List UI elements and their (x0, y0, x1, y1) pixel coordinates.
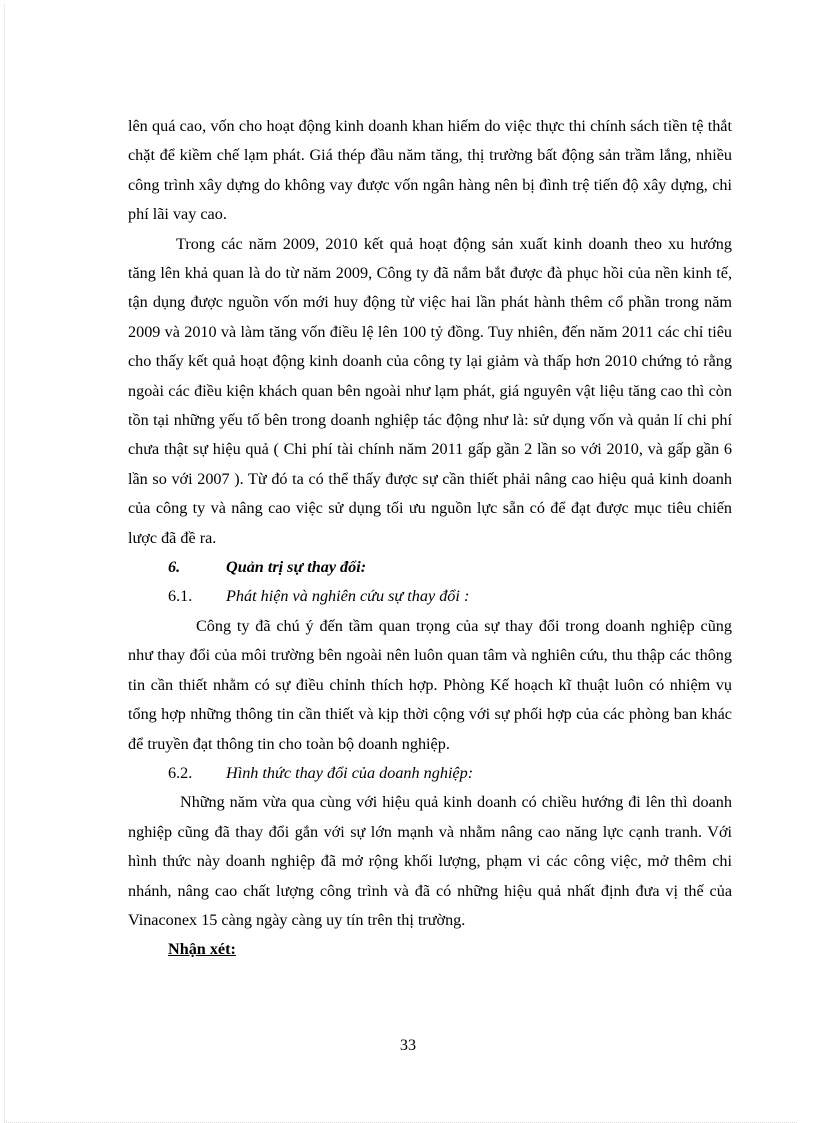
section-title: Quản trị sự thay đổi: (226, 558, 367, 577)
paragraph-economic-conditions: lên quá cao, vốn cho hoạt động kinh doanh khan hiếm do việc thực thi chính sách tiền tệ thắt chặt để kiềm chế lạm phát. Giá thép đầu năm tăng, thị trường bất động sản trầm lắng, nhiều công trình xây dựng do không vay được vốn ngân hàng nên bị đình trệ tiến độ xây dựng, chi phí lãi vay cao. (128, 117, 732, 224)
paragraph-business-results: Trong các năm 2009, 2010 kết quả hoạt động sản xuất kinh doanh theo xu hướng tăng lên khả quan là do từ năm 2009, Công ty đã nắm bắt được đà phục hồi của nền kinh tế, tận dụng được nguồn vốn mới huy động từ việc hai lần phát hành thêm cổ phần trong năm 2009 và 2010 và làm tăng vốn điều lệ lên 100 tỷ đồng. Tuy nhiên, đến năm 2011 các chỉ tiêu cho thấy kết quả hoạt động kinh doanh của công ty lại giảm và thấp hơn 2010 chứng tỏ rằng ngoài các điều kiện khách quan bên ngoài như lạm phát, giá nguyên vật liệu tăng cao thì còn tồn tại những yếu tố bên trong doanh nghiệp tác động như là: sử dụng vốn và quản lí chi phí chưa thật sự hiệu quả ( Chi phí tài chính năm 2011 gấp gần 2 lần so với 2010, và gấp gần 6 lần so với 2007 ). Từ đó ta có thể thấy được sự cần thiết phải nâng cao hiệu quả kinh doanh của công ty và nâng cao việc sử dụng tối ưu nguồn lực sẵn có để đạt được mục tiêu chiến lược đã đề ra. (128, 234, 732, 547)
subsection-heading-6-2 (128, 759, 732, 788)
page-number: 33 (399, 1036, 417, 1054)
subsection-title: Hình thức thay đổi của doanh nghiệp: (226, 763, 474, 782)
remarks-label: Nhận xét: (168, 940, 236, 959)
section-number: 6. (168, 558, 181, 577)
subsection-title: Phát hiện và nghiên cứu sự thay đổi : (226, 587, 470, 606)
subsection-heading-6-1 (128, 582, 732, 611)
page-content (128, 112, 732, 965)
subsection-number: 6.2. (168, 763, 193, 782)
section-heading-6 (128, 553, 732, 582)
paragraph-change-forms: Những năm vừa qua cùng với hiệu quả kinh doanh có chiều hướng đi lên thì doanh nghiệp cũng đã thay đổi gắn với sự lớn mạnh và nhằm nâng cao năng lực cạnh tranh. Với hình thức này doanh nghiệp đã mở rộng khối lượng, phạm vi các công việc, mở thêm chi nhánh, nâng cao chất lượng công trình và đã có những hiệu quả nhất định đưa vị thế của Vinaconex 15 càng ngày càng uy tín trên thị trường. (128, 793, 732, 929)
paragraph-change-detection: Công ty đã chú ý đến tầm quan trọng của sự thay đổi trong doanh nghiệp cũng như thay đổi của môi trường bên ngoài nên luôn quan tâm và nghiên cứu, thu thập các thông tin cần thiết nhằm có sự điều chỉnh thích hợp. Phòng Kế hoạch kĩ thuật luôn có nhiệm vụ tổng hợp những thông tin cần thiết và kịp thời cộng với sự phối hợp của các phòng ban khác để truyền đạt thông tin cho toàn bộ doanh nghiệp. (128, 616, 732, 753)
subsection-number: 6.1. (168, 587, 193, 606)
